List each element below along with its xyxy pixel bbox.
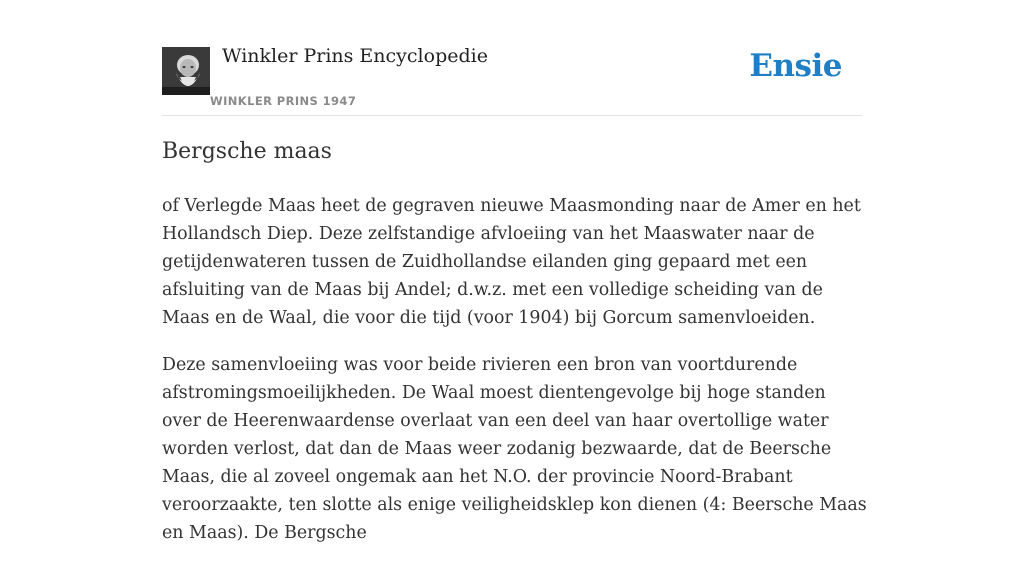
article-title: Bergsche maas [162, 139, 332, 164]
source-header [162, 0, 862, 116]
source-edition[interactable]: WINKLER PRINS 1947 [210, 94, 357, 108]
bearded-man-portrait-icon[interactable] [162, 47, 210, 95]
article-paragraph: Deze samenvloeiing was voor beide rivieren een bron van voortdurende afstromingsmoeilijkheden. De Waal moest dientengevolge bij hoge standen over de Heerenwaardense overlaat van een deel van haar overtollige water worden verlost, dat dan de Maas weer zodanig bezwaarde, dat de Beersche Maas, die al zoveel ongemak aan het N.O. der provincie Noord-Brabant veroorzaakte, ten slotte als enige veiligheidsklep kon dienen (4: Beersche Maas en Maas). De Bergsche [162, 355, 867, 543]
brand-logo[interactable]: Ensie [749, 48, 842, 84]
article-body [162, 192, 867, 566]
source-name[interactable]: Winkler Prins Encyclopedie [222, 45, 488, 67]
article-container [162, 0, 867, 543]
article-paragraph: of Verlegde Maas heet de gegraven nieuwe Maasmonding naar de Amer en het Hollandsch Diep. Deze zelfstandige afvloeiing van het Maaswater naar de getijdenwateren tussen de Zuidhollandse eilanden ging gepaard met een afsluiting van de Maas bij Andel; d.w.z. met een volledige scheiding van de Maas en de Waal, die voor die tijd (voor 1904) bij Gorcum samenvloeiden. [162, 196, 861, 328]
